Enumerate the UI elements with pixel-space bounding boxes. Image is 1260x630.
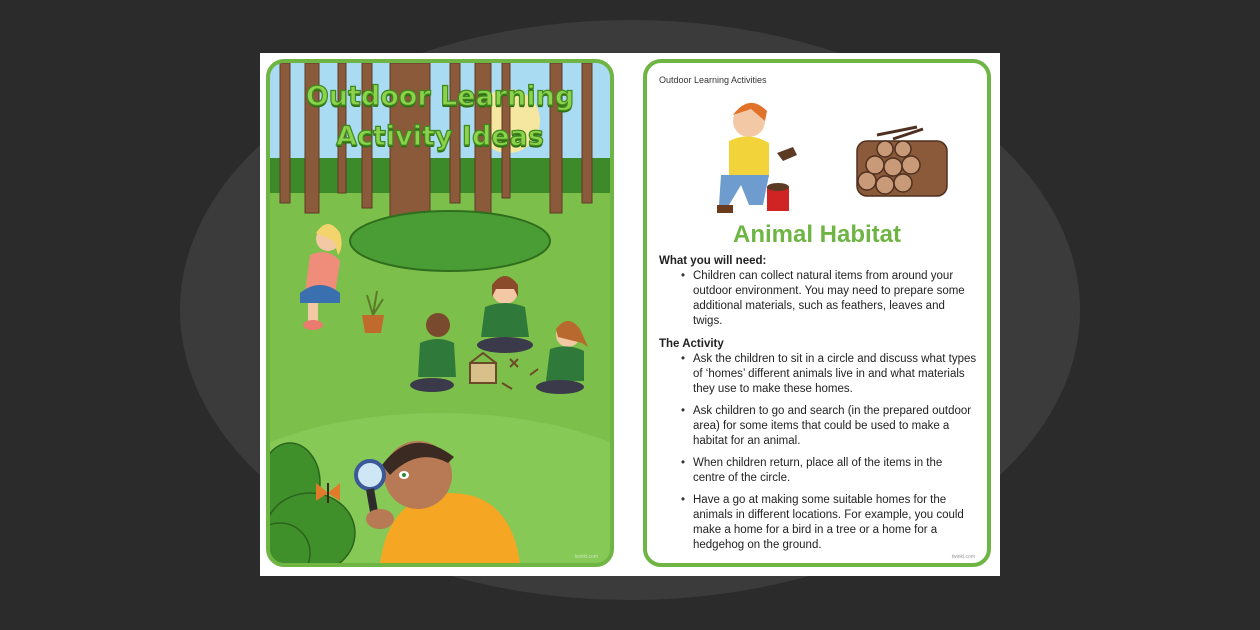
activity-header: Outdoor Learning Activities — [659, 75, 767, 85]
needs-item: • Children can collect natural items from around your outdoor environment. You may need to prepare some additional materials, such as feathers, leaves and twigs. — [681, 269, 977, 329]
log-pile-illustration — [847, 121, 957, 201]
activity-step: • Ask children to go and search (in the prepared outdoor area) for some items that could be used to make a habitat for an animal. — [681, 404, 977, 449]
activity-step: • When children return, place all of the items in the centre of the circle. — [681, 456, 977, 486]
activity-section — [659, 338, 977, 560]
activity-footer: twinkl.com — [951, 554, 975, 560]
cover-title-line1: Outdoor Learning — [305, 81, 575, 112]
cover-title — [270, 77, 610, 157]
boy-collecting-illustration — [707, 91, 807, 221]
needs-heading: What you will need: — [659, 255, 767, 267]
activity-step: • Have a go at making some suitable homes for the animals in different locations. For example, you could make a home for a bird in a tree or a home for a hedgehog on the ground. — [681, 493, 977, 553]
activity-card — [643, 59, 991, 567]
cover-title-line2: Activity Ideas — [336, 121, 544, 152]
activity-step: • Ask the children to sit in a circle and discuss what types of ‘homes’ different animals live in and what materials they use to make these homes. — [681, 352, 977, 397]
activity-title: Animal Habitat — [732, 221, 902, 248]
resource-sheet — [260, 53, 1000, 576]
needs-section — [659, 255, 977, 336]
cover-card — [266, 59, 614, 567]
activity-heading: The Activity — [659, 338, 724, 350]
cover-footer: twinkl.com — [574, 554, 598, 560]
